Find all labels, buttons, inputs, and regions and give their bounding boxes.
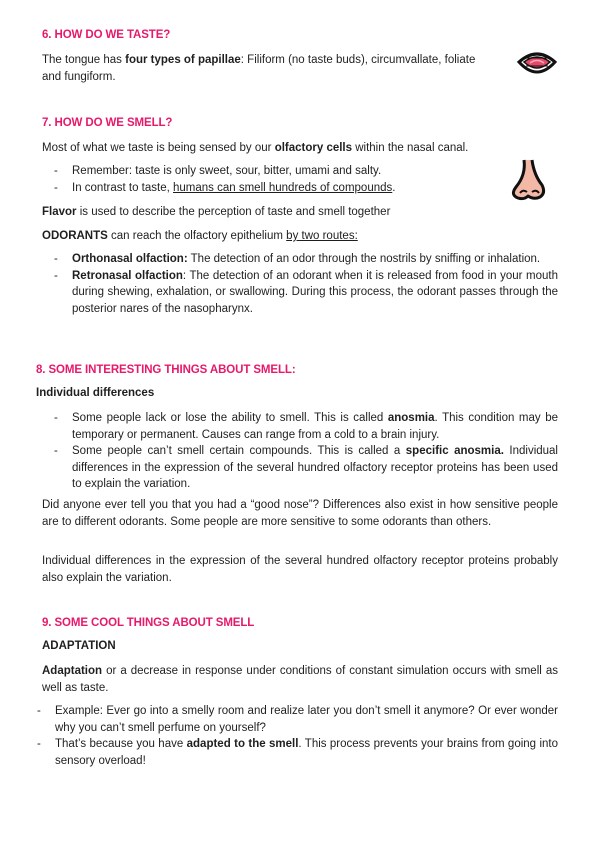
good-nose-paragraph: Did anyone ever tell you that you had a “good nose”? Differences also exist in how sensitive people are to different odorants. Some people are more sensitive to some odorants than others.: [42, 499, 558, 528]
section-8-list: [54, 410, 558, 493]
adaptation-subheading: ADAPTATION: [42, 640, 116, 652]
dash: -: [54, 445, 58, 457]
section-7-list: [54, 163, 494, 196]
section-9-list: [37, 703, 558, 769]
section-8-heading: 8. SOME INTERESTING THINGS ABOUT SMELL:: [36, 364, 296, 376]
text: Example: Ever go into a smelly room and realize later you don’t smell it anymore? Or ever wonder why you can’t smell perfume on yourself?: [55, 705, 558, 734]
section-7-intro: [42, 140, 558, 157]
bold-text: anosmia: [387, 412, 435, 424]
text: can reach the olfactory epithelium: [107, 230, 287, 242]
bold-text: adapted to the smell: [186, 738, 299, 750]
section-6-paragraph: [42, 52, 482, 85]
text: : Filiform (no taste buds), circumvallate, foliate and fungiform.: [42, 54, 476, 83]
text: The detection of an odor through the nostrils by sniffing or inhalation.: [187, 253, 541, 265]
bold-text: ODORANTS: [42, 230, 108, 242]
dash: -: [37, 738, 41, 750]
text: Most of what we taste is being sensed by our: [42, 142, 275, 154]
list-item: [54, 268, 558, 318]
bold-text: Adaptation: [42, 665, 103, 677]
nose-icon: [508, 157, 550, 206]
text: : The detection of an odorant when it is released from food in your mouth during shewing, exhalation, or swallowing. During this process, the odorant passes through the posterior nares of the nasopharynx.: [72, 269, 558, 315]
text: That’s because you have: [55, 738, 187, 750]
bold-text: specific anosmia.: [405, 445, 504, 457]
bold-text: four types of papillae: [125, 54, 241, 66]
bold-text: Retronasal olfaction: [72, 269, 183, 282]
text: . This condition may be temporary or permanent. Causes can range from a cold to a brain injury.: [72, 412, 559, 441]
text: In contrast to taste,: [72, 181, 173, 194]
mouth-icon: [516, 44, 558, 87]
list-item: [54, 180, 494, 197]
text: or a decrease in response under conditions of constant simulation occurs with smell as well as taste.: [42, 665, 558, 694]
variation-paragraph: Individual differences in the expression of the several hundred olfactory receptor proteins probably also explain the variation.: [42, 555, 558, 584]
bold-text: Orthonasal olfaction:: [72, 253, 188, 265]
bold-text: olfactory cells: [274, 142, 353, 154]
text: within the nasal canal.: [352, 142, 469, 154]
odorants-paragraph: [42, 228, 558, 245]
list-item: [54, 163, 494, 180]
text: The tongue has: [42, 54, 126, 66]
text: . This process prevents your brains from going into sensory overload!: [55, 738, 559, 767]
dash: -: [54, 253, 58, 265]
dash: -: [54, 181, 58, 194]
flavor-paragraph: [42, 204, 558, 221]
list-item: [54, 251, 558, 268]
text: .: [392, 181, 396, 194]
text: is used to describe the perception of taste and smell together: [76, 206, 391, 218]
section-6-heading: 6. HOW DO WE TASTE?: [42, 29, 171, 41]
text: Some people lack or lose the ability to smell. This is called: [72, 412, 388, 424]
list-item: [37, 736, 558, 769]
text: Remember: taste is only sweet, sour, bitter, umami and salty.: [72, 165, 382, 177]
section-9-heading: 9. SOME COOL THINGS ABOUT SMELL: [42, 617, 255, 629]
underlined-text: humans can smell hundreds of compounds: [173, 181, 393, 194]
text: Individual differences in the expression of the several hundred olfactory receptor proteins has been used to explain the variation.: [72, 445, 558, 490]
underlined-text: by two routes:: [286, 230, 358, 242]
adaptation-paragraph: [42, 663, 558, 696]
dash: -: [54, 165, 58, 177]
section-7-heading: 7. HOW DO WE SMELL?: [42, 117, 173, 129]
list-item: [37, 703, 558, 736]
dash: -: [54, 269, 58, 282]
text: Some people can’t smell certain compounds. This is called a: [72, 445, 406, 457]
list-item: [54, 443, 558, 493]
section-8-subheading: Individual differences: [36, 387, 155, 399]
dash: -: [54, 412, 58, 424]
dash: -: [37, 705, 41, 717]
bold-text: Flavor: [42, 206, 77, 218]
olfaction-routes-list: [54, 251, 558, 317]
list-item: [54, 410, 558, 443]
